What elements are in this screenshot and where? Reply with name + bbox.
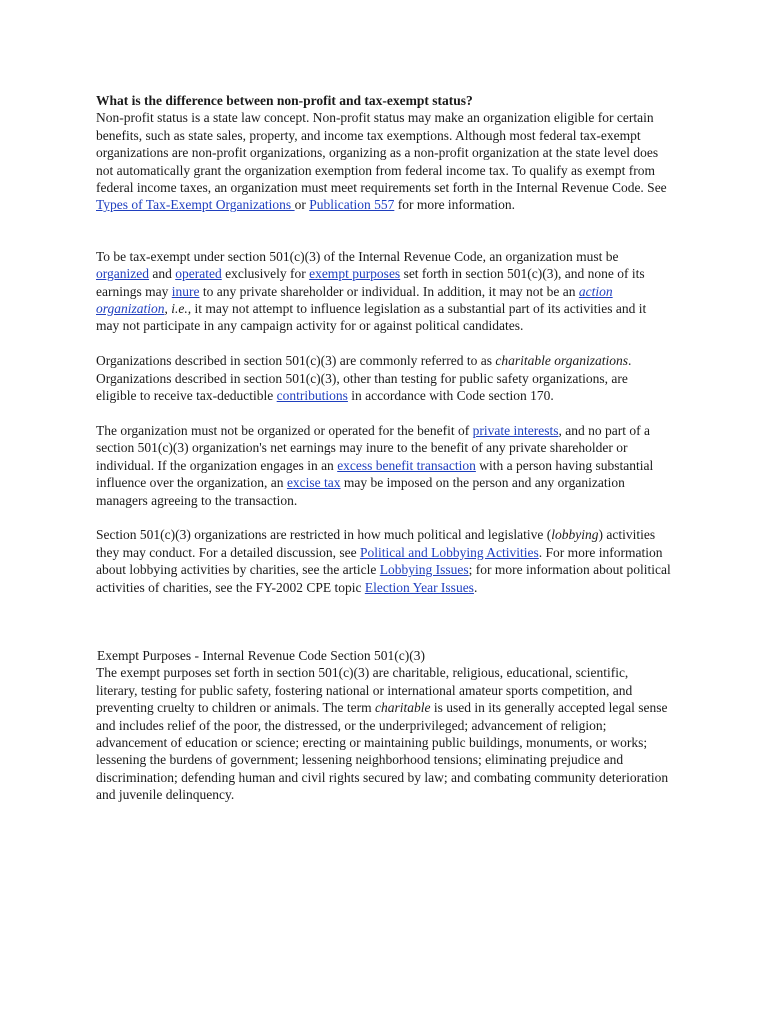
link-election-year-issues[interactable]: Election Year Issues (364, 579, 474, 595)
link-inure[interactable]: inure (171, 283, 200, 299)
spacer (96, 214, 671, 248)
link-organized[interactable]: organized (96, 266, 149, 282)
link-exempt-purposes[interactable]: exempt purposes (309, 266, 401, 282)
link-contributions[interactable]: contributions (276, 388, 348, 404)
spacer (96, 596, 671, 647)
document-page (96, 92, 671, 804)
link-action-organization[interactable]: action organization (96, 283, 613, 317)
section-title-nonprofit-vs-exempt: What is the difference between non-profit and tax-exempt status? (96, 93, 473, 108)
paragraph-nonprofit-status: Non-profit status is a state law concept. Non-profit status may make an organization eligible for certain benefits, such as state sales, property, and income tax exemptions. Although most federal tax-exempt organizations are non-profit organizations, organizing as a non-profit organization at the state level does not automatically grant the organization exemption from federal income tax. To qualify as exempt from federal income taxes, an organization must meet requirements set forth in the Internal Revenue Code. See Types of Tax-Exempt Organizations or Publication 557 for more information. (96, 110, 667, 213)
link-publication-557[interactable]: Publication 557 (309, 197, 395, 213)
link-lobbying-issues[interactable]: Lobbying Issues (379, 562, 469, 578)
paragraph-lobbying-restrictions: Section 501(c)(3) organizations are restricted in how much political and legislative (lobbying) activities they may conduct. For a detailed discussion, see Political and Lobbying Activities. For more information about lobbying activities by charities, see the article Lobbying Issues; for more information about political activities of charities, see the FY-2002 CPE topic Election Year Issues. (96, 527, 671, 595)
paragraph-exempt-purposes: The exempt purposes set forth in section 501(c)(3) are charitable, religious, educational, scientific, literary, testing for public safety, fostering national or international amateur sports competition, and preventing cruelty to children or animals. The term charitable is used in its generally accepted legal sense and includes relief of the poor, the distressed, or the underprivileged; advancement of religion; advancement of education or science; erecting or maintaining public buildings, monuments, or works; lessening the burdens of government; lessening neighborhood tensions; eliminating prejudice and discrimination; defending human and civil rights secured by law; and combating community deterioration and juvenile delinquency. (96, 665, 669, 803)
link-private-interests[interactable]: private interests (472, 422, 559, 438)
section-title-exempt-purposes: Exempt Purposes - Internal Revenue Code Section 501(c)(3) (97, 647, 426, 663)
paragraph-charitable-organizations: Organizations described in section 501(c)(3) are commonly referred to as charitable organizations. Organizations described in section 501(c)(3), other than testing for public safety organizations, are eligible to receive tax-deductible contributions in accordance with Code section 170. (96, 353, 632, 404)
link-operated[interactable]: operated (175, 266, 222, 282)
paragraph-tax-exempt-requirements: To be tax-exempt under section 501(c)(3) of the Internal Revenue Code, an organization must be organized and operated exclusively for exempt purposes set forth in section 501(c)(3), and none of its earnings may inure to any private shareholder or individual. In addition, it may not be an action organization, i.e., it may not attempt to influence legislation as a substantial part of its activities and it may not participate in any campaign activity for or against political candidates. (96, 248, 647, 334)
link-excise-tax[interactable]: excise tax (286, 475, 341, 491)
link-political-and-lobbying-activities[interactable]: Political and Lobbying Activities (359, 544, 539, 560)
paragraph-private-interests: The organization must not be organized or operated for the benefit of private interests, and no part of a section 501(c)(3) organization's net earnings may inure to the benefit of any private shareholder or individual. If the organization engages in an excess benefit transaction with a person having substantial influence over the organization, an excise tax may be imposed on the person and any organization managers agreeing to the transaction. (96, 422, 654, 508)
link-excess-benefit-transaction[interactable]: excess benefit transaction (337, 457, 476, 473)
link-types-of-tax-exempt-organizations[interactable]: Types of Tax-Exempt Organizations (96, 197, 295, 213)
